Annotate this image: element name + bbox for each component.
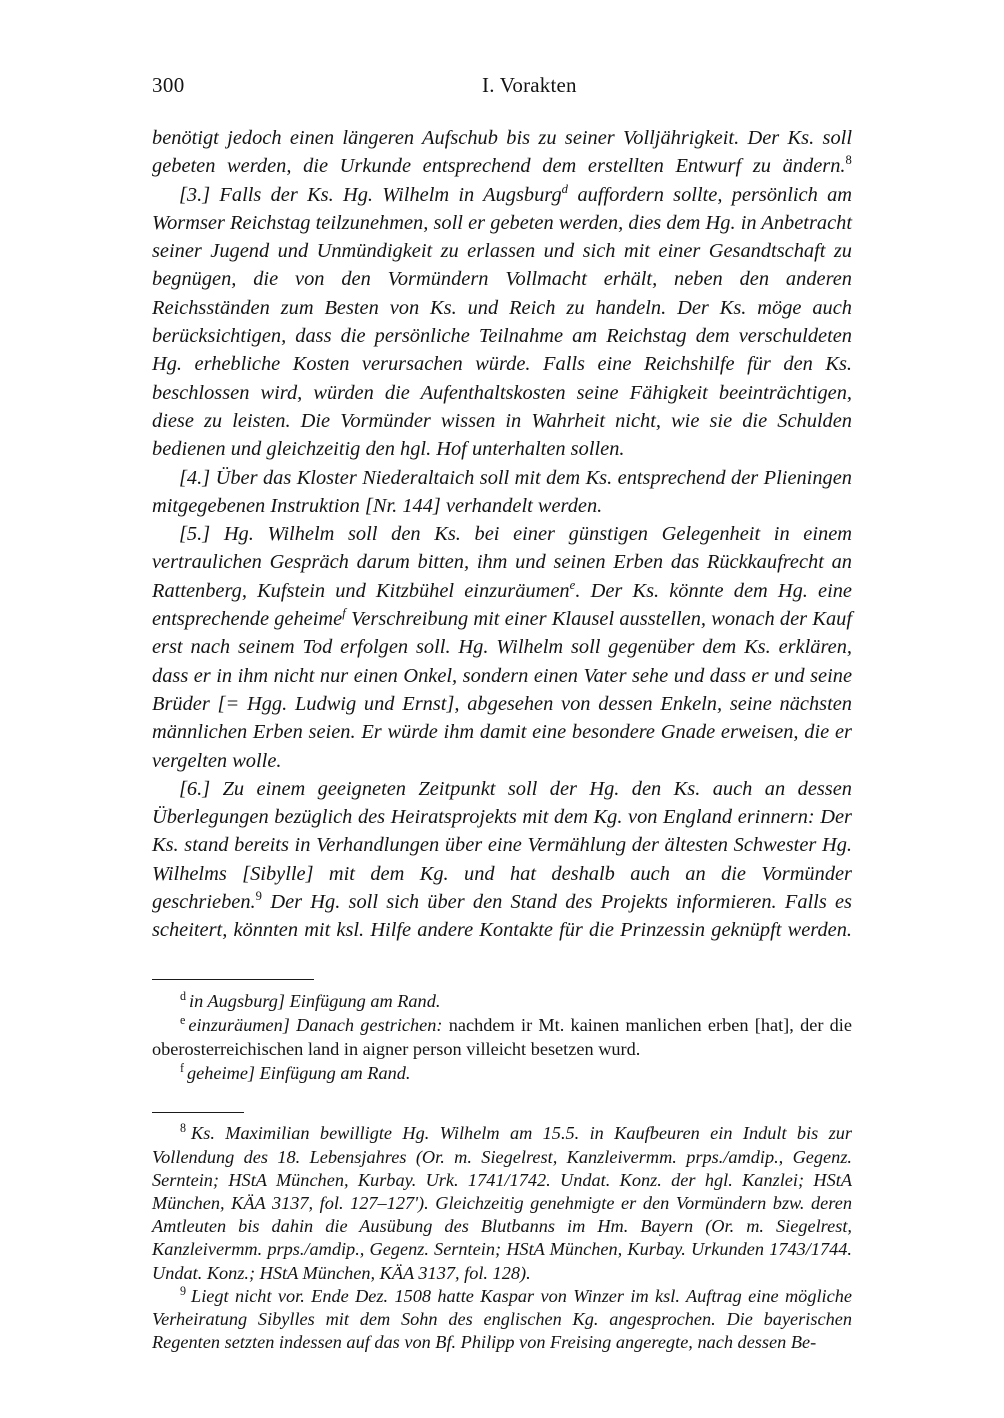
body-text bbox=[152, 124, 852, 945]
apparatus-ref-e[interactable]: e bbox=[569, 577, 576, 592]
apparatus-block bbox=[152, 989, 852, 1086]
footnote-8 bbox=[152, 1122, 852, 1284]
apparatus-italic-e: Danach gestrichen: bbox=[289, 1014, 443, 1035]
apparatus-lemma-d: in Augsburg] bbox=[189, 990, 286, 1011]
paragraph-6-text-after: Der Hg. soll sich über den Stand des Projekts informieren. Falls es scheitert, könnten mit ksl. Hilfe andere Kontakte für die Prinzessin geknüpft werden. bbox=[152, 891, 852, 942]
apparatus-entry-d bbox=[152, 989, 852, 1013]
paragraph-continuation bbox=[152, 124, 852, 181]
paragraph-5 bbox=[152, 520, 852, 775]
apparatus-italic-f: Einfügung am Rand. bbox=[255, 1063, 411, 1084]
apparatus-lemma-e: einzuräumen] bbox=[188, 1014, 290, 1035]
paragraph-continuation-text: benötigt jedoch einen längeren Aufschub bis zu seiner Volljährigkeit. Der Ks. soll gebeten werden, die Urkunde entsprechend dem erstellten Entwurf zu ändern. bbox=[152, 127, 852, 178]
page-content-column bbox=[152, 0, 852, 1354]
footnote-text-8: Ks. Maximilian bewilligte Hg. Wilhelm am 15.5. in Kaufbeuren ein Indult bis zur Vollendung des 18. Lebensjahres (Or. m. Siegelrest, Kanzleivermm. prps./amdip., Gegenz. Serntein; HStA München, Kurbay. Urk. 1741/1742. Undat. Konz. der hgl. Kanzlei; HStA München, KÄA 3137, fol. 127–127'). Gleichzeitig genehmigte er den Vormündern bzw. deren Amtleuten bis dahin die Ausübung des Blutbanns im Hm. Bayern (Or. m. Siegelrest, Kanzleivermm. prps./amdip., Gegenz. Serntein; HStA München, Kurbay. Urkunden 1743/1744. Undat. Konz.; HStA München, KÄA 3137, fol. 128). bbox=[152, 1123, 852, 1283]
paragraph-3-text: [3.] Falls der Ks. Hg. Wilhelm in Augsburg bbox=[179, 183, 562, 206]
paragraph-5-text-after-2: Verschreibung mit einer Klausel ausstellen, wonach der Kauf erst nach seinem Tod erfolgen soll. Hg. Wilhelm soll gegenüber dem Ks. erklären, dass er in ihm nicht nur einen Onkel, sondern einen Vater sehe und dass er und seine Brüder [= Hgg. Ludwig und Ernst], abgesehen von dessen Enkeln, seine nächsten männlichen Erben seien. Er würde ihm damit eine besondere Gnade erweisen, die er vergelten wolle. bbox=[152, 608, 852, 772]
page-number: 300 bbox=[152, 73, 185, 97]
footnote-sig-8: 8 bbox=[180, 1121, 187, 1136]
paragraph-6-text: [6.] Zu einem geeigneten Zeitpunkt soll der Hg. den Ks. auch an dessen Überlegungen bezüglich des Heiratsprojekts mit dem Kg. von England erinnern: Der Ks. stand bereits in Verhandlungen über eine Vermählung der ältesten Schwester Hg. Wilhelms [Sibylle] mit dem Kg. und hat deshalb auch an die Vormünder geschrieben. bbox=[152, 777, 852, 914]
apparatus-sig-f: f bbox=[180, 1061, 185, 1076]
apparatus-rule bbox=[152, 979, 314, 980]
paragraph-5-text: [5.] Hg. Wilhelm soll den Ks. bei einer günstigen Gelegenheit in einem vertraulichen Gespräch darum bitten, ihm und seinen Erben das Rückkaufrecht an Rattenberg, Kufstein und Kitzbühel einzuräumen bbox=[152, 523, 852, 602]
footnote-9 bbox=[152, 1285, 852, 1355]
paragraph-6 bbox=[152, 775, 852, 945]
apparatus-sig-d: d bbox=[180, 988, 187, 1003]
apparatus-italic-d: Einfügung am Rand. bbox=[285, 990, 441, 1011]
footnote-ref-8[interactable]: 8 bbox=[845, 153, 852, 168]
apparatus-sig-e: e bbox=[180, 1012, 186, 1027]
paragraph-3-text-after: auffordern sollte, persönlich am Wormser Reichstag teilzunehmen, soll er gebeten werden, dies dem Hg. in Anbetracht seiner Jugend und Unmündigkeit zu erlassen und sich mit einer Gesandtschaft zu begnügen, die von den Vormündern Vollmacht erhält, neben den anderen Reichsständen zum Besten von Ks. und Reich zu handeln. Der Ks. möge auch berücksichtigen, dass die persönliche Teilnahme am Reichstag dem verschuldeten Hg. erhebliche Kosten verursachen würde. Falls eine Reichshilfe für den Ks. beschlossen wird, würden die Aufenthaltskosten seine Fähigkeit beeinträchtigen, diese zu leisten. Die Vormünder wissen in Wahrheit nicht, wie sie die Schulden bedienen und gleichzeitig den hgl. Hof unterhalten sollen. bbox=[152, 183, 852, 461]
running-title: I. Vorakten bbox=[482, 73, 577, 97]
paragraph-3 bbox=[152, 181, 852, 464]
footnote-ref-9[interactable]: 9 bbox=[255, 889, 263, 904]
footnote-rule bbox=[152, 1112, 244, 1113]
paragraph-4 bbox=[152, 464, 852, 521]
apparatus-lemma-f: geheime] bbox=[187, 1063, 256, 1084]
apparatus-roman-e: nachdem ir Mt. kainen manlichen erben [hat], der die oberosterreichischen land in aigner person villeicht besetzen wurd. bbox=[152, 1014, 852, 1060]
running-head bbox=[152, 72, 852, 106]
footnote-text-9: Liegt nicht vor. Ende Dez. 1508 hatte Kaspar von Winzer im ksl. Auftrag eine mögliche Verheiratung Sibylles mit dem Sohn des englischen Kg. angesprochen. Die bayerischen Regenten setzten indessen auf das von Bf. Philipp von Freising angeregte, nach dessen Be- bbox=[152, 1285, 852, 1353]
footnotes-block bbox=[152, 1122, 852, 1354]
paragraph-5-text-after: . Der Ks. könnte dem Hg. eine entsprechende geheime bbox=[152, 579, 852, 631]
apparatus-ref-f[interactable]: f bbox=[342, 606, 346, 621]
footnote-sig-9: 9 bbox=[180, 1283, 187, 1298]
paragraph-4-text: [4.] Über das Kloster Niederaltaich soll mit dem Ks. entsprechend der Plieningen mitgegebenen Instruktion [Nr. 144] verhandelt werden. bbox=[152, 466, 852, 517]
apparatus-entry-e bbox=[152, 1013, 852, 1061]
apparatus-ref-d[interactable]: d bbox=[561, 181, 569, 196]
apparatus-entry-f bbox=[152, 1061, 852, 1085]
